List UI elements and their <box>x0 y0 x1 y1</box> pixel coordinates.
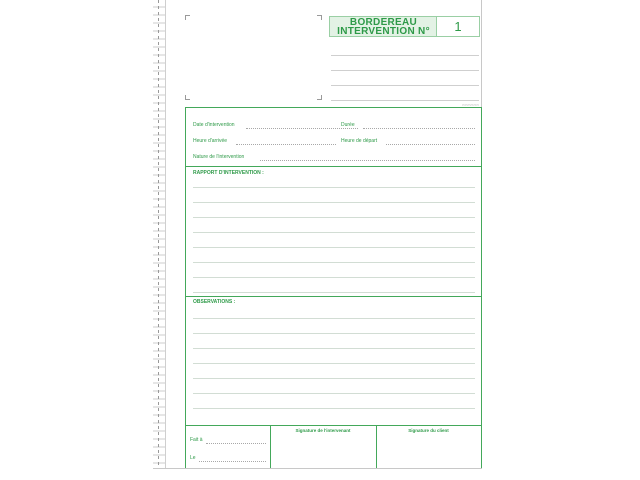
footer-divider <box>186 425 481 426</box>
carbonless-form-page <box>153 0 482 469</box>
form-title <box>329 16 437 37</box>
signature-intervenant-area[interactable] <box>272 436 374 466</box>
heure-arrivee-field[interactable] <box>236 144 336 145</box>
crop-mark <box>185 95 190 100</box>
address-line[interactable] <box>331 70 479 71</box>
le-field[interactable] <box>199 461 266 462</box>
observations-line[interactable] <box>193 348 475 349</box>
date-intervention-field[interactable] <box>246 128 358 129</box>
title-line-2: INTERVENTION N° <box>337 25 430 37</box>
address-line[interactable] <box>331 55 479 56</box>
title-line-1: BORDEREAU <box>349 16 418 28</box>
section-divider <box>186 296 481 297</box>
fait-a-field[interactable] <box>206 443 266 444</box>
observations-heading: OBSERVATIONS : <box>193 299 236 305</box>
date-intervention-label: Date d'intervention <box>193 122 235 128</box>
rapport-line[interactable] <box>193 277 475 278</box>
nature-intervention-field[interactable] <box>260 160 475 161</box>
observations-line[interactable] <box>193 318 475 319</box>
observations-line[interactable] <box>193 408 475 409</box>
section-divider <box>186 166 481 167</box>
rapport-line[interactable] <box>193 217 475 218</box>
heure-arrivee-label: Heure d'arrivée <box>193 138 228 144</box>
fait-a-label: Fait à <box>190 437 203 443</box>
signature-client-area[interactable] <box>378 436 479 466</box>
perforation-line <box>158 0 159 468</box>
form-number: 1 <box>436 16 480 37</box>
signature-intervenant-label: Signature de l'intervenant <box>295 428 351 433</box>
rapport-heading: RAPPORT D'INTERVENTION : <box>193 170 264 176</box>
heure-depart-field[interactable] <box>386 144 475 145</box>
duree-label: Durée <box>341 122 355 128</box>
observations-line[interactable] <box>193 393 475 394</box>
nature-intervention-label: Nature de l'intervention <box>193 154 245 160</box>
rapport-line[interactable] <box>193 187 475 188</box>
rapport-line[interactable] <box>193 292 475 293</box>
address-line[interactable] <box>331 100 479 101</box>
intervention-form <box>185 107 482 468</box>
crop-mark <box>317 15 322 20</box>
rapport-line[interactable] <box>193 232 475 233</box>
crop-mark <box>317 95 322 100</box>
observations-line[interactable] <box>193 378 475 379</box>
rapport-line[interactable] <box>193 202 475 203</box>
rapport-line[interactable] <box>193 262 475 263</box>
binding-strip <box>153 0 166 468</box>
observations-line[interactable] <box>193 363 475 364</box>
heure-depart-label: Heure de départ <box>341 138 378 144</box>
duree-field[interactable] <box>363 128 475 129</box>
rapport-line[interactable] <box>193 247 475 248</box>
observations-line[interactable] <box>193 333 475 334</box>
address-line[interactable] <box>331 85 479 86</box>
signature-client-label: Signature du client <box>408 428 449 433</box>
crop-mark <box>185 15 190 20</box>
le-label: Le <box>190 455 196 461</box>
document-reference-mark: ▭▭▭▭▭▭ <box>461 103 479 107</box>
